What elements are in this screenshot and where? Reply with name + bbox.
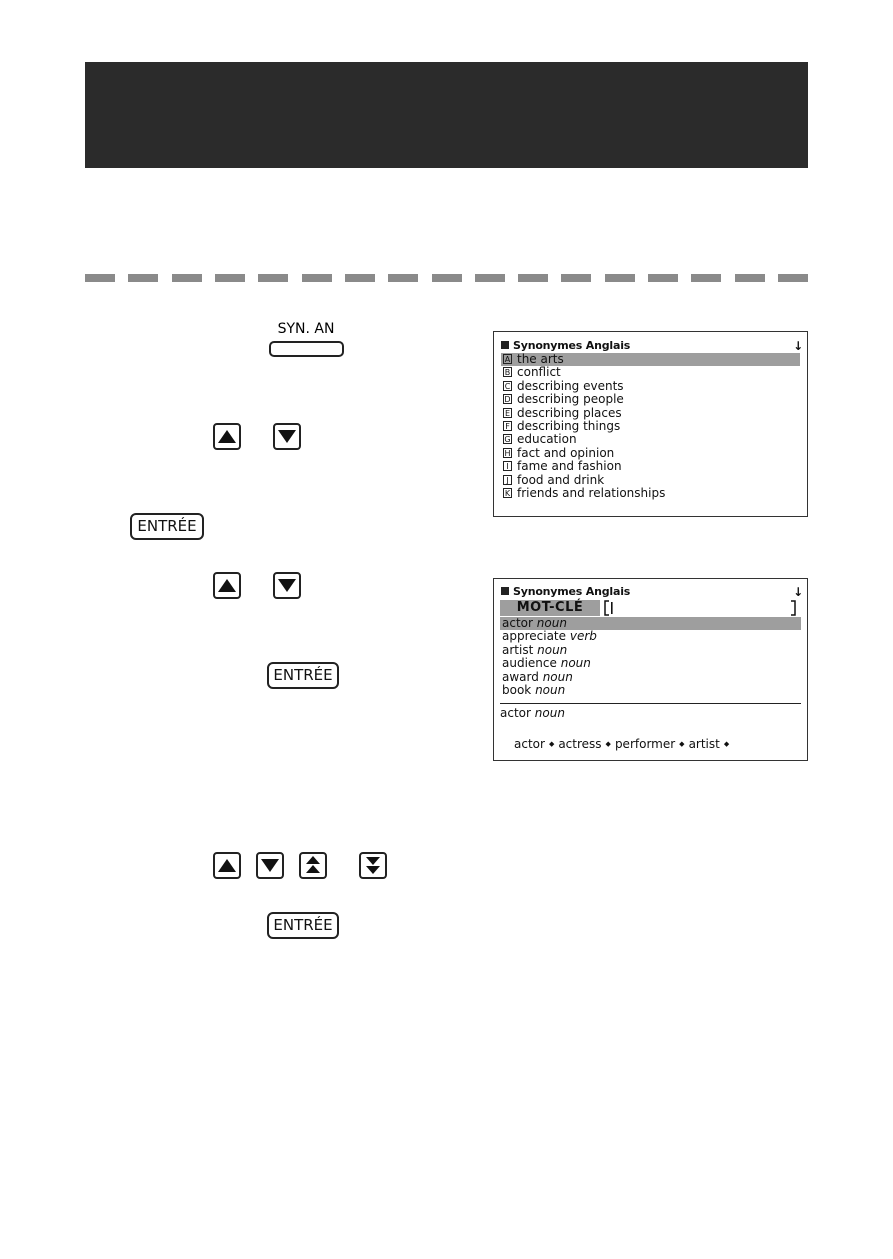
divider-line: [500, 703, 801, 704]
letter-box: J: [503, 475, 512, 485]
word-pos: noun: [536, 616, 567, 630]
category-item[interactable]: [501, 474, 800, 487]
category-item[interactable]: [501, 420, 800, 433]
dashed-divider: [85, 274, 808, 282]
screen-title: [494, 339, 807, 353]
diamond-separator-icon: ◆: [723, 739, 730, 748]
up-triangle-icon: [215, 854, 239, 877]
scroll-down-icon: ↓: [793, 339, 803, 353]
synonym-word: performer: [614, 736, 676, 751]
category-item[interactable]: [501, 366, 800, 379]
category-label: describing events: [517, 378, 624, 393]
letter-box: F: [503, 421, 512, 431]
diamond-separator-icon: ◆: [548, 739, 555, 748]
word-item[interactable]: [500, 671, 801, 684]
dash-segment: [518, 274, 548, 282]
dash-segment: [432, 274, 462, 282]
category-label: describing people: [517, 392, 624, 407]
synonym-word: actress: [558, 736, 602, 751]
word-item[interactable]: [500, 630, 801, 643]
scroll-down-icon: ↓: [793, 585, 803, 599]
word-item[interactable]: [500, 657, 801, 670]
letter-box: H: [504, 448, 511, 458]
double-down-triangle-icon: [361, 854, 385, 877]
word-text: audience: [502, 656, 557, 671]
lcd-screen-keyword: [493, 578, 808, 761]
category-list: [501, 353, 800, 500]
dash-segment: [128, 274, 158, 282]
word-text: artist: [502, 642, 534, 657]
up-triangle-icon: [215, 425, 239, 448]
letter-box: B: [504, 368, 511, 378]
category-label: conflict: [517, 365, 561, 380]
word-pos: noun: [560, 656, 591, 671]
letter-box: A: [504, 355, 511, 364]
category-item[interactable]: [501, 380, 800, 393]
double-up-triangle-icon: [301, 854, 325, 877]
preview-word: actor: [500, 706, 531, 721]
up-arrow-key[interactable]: [213, 572, 241, 599]
word-item[interactable]: [500, 684, 801, 697]
entree-key[interactable]: ENTRÉE: [267, 662, 339, 689]
letter-box: D: [504, 395, 511, 405]
up-arrow-key[interactable]: [213, 423, 241, 450]
dash-segment: [258, 274, 288, 282]
category-item[interactable]: [501, 353, 800, 366]
letter-box: I: [503, 461, 512, 471]
word-text: appreciate: [502, 629, 567, 644]
synonym-word: artist: [688, 736, 720, 751]
letter-box: E: [504, 408, 511, 418]
entree-key[interactable]: ENTRÉE: [267, 912, 339, 939]
letter-box: C: [504, 381, 511, 391]
lcd-screen-categories: [493, 331, 808, 517]
word-pos: noun: [537, 642, 568, 657]
word-text: book: [502, 682, 532, 697]
category-label: describing places: [517, 405, 622, 420]
word-pos: verb: [569, 629, 597, 644]
word-item[interactable]: [500, 617, 801, 630]
category-item[interactable]: [501, 487, 800, 500]
diamond-separator-icon: ◆: [679, 739, 685, 748]
dash-segment: [691, 274, 721, 282]
preview-entry: [494, 707, 807, 720]
down-triangle-icon: [258, 854, 282, 877]
dash-segment: [605, 274, 635, 282]
down-arrow-key[interactable]: [273, 572, 301, 599]
down-arrow-key[interactable]: [273, 423, 301, 450]
dash-segment: [735, 274, 765, 282]
category-label: describing things: [517, 418, 621, 433]
page-down-key[interactable]: [359, 852, 387, 879]
category-label: education: [517, 432, 577, 447]
word-text: actor: [502, 616, 533, 630]
category-item[interactable]: [501, 407, 800, 420]
keyword-row: [494, 599, 807, 617]
syn-an-key-label: SYN. AN: [277, 321, 335, 337]
category-item[interactable]: [501, 447, 800, 460]
word-pos: noun: [542, 669, 573, 684]
up-triangle-icon: [215, 574, 239, 597]
square-bullet-icon: [501, 587, 509, 595]
category-label: the arts: [517, 352, 564, 366]
dash-segment: [172, 274, 202, 282]
dash-segment: [648, 274, 678, 282]
synonym-word: actor: [514, 736, 545, 751]
square-bullet-icon: [501, 341, 509, 349]
keyword-input[interactable]: [604, 600, 800, 616]
down-triangle-icon: [275, 425, 299, 448]
category-item[interactable]: [501, 433, 800, 446]
word-text: award: [502, 669, 539, 684]
word-item[interactable]: [500, 644, 801, 657]
keyword-label: MOT-CLÉ: [500, 600, 600, 616]
category-label: friends and relationships: [517, 485, 666, 500]
dash-segment: [475, 274, 505, 282]
diamond-separator-icon: ◆: [605, 739, 611, 748]
dash-segment: [215, 274, 245, 282]
category-label: fact and opinion: [517, 445, 615, 460]
letter-box: G: [504, 435, 511, 445]
screen-title-text: Synonymes Anglais: [513, 585, 631, 598]
dash-segment: [778, 274, 808, 282]
category-item[interactable]: [501, 393, 800, 406]
down-arrow-key[interactable]: [256, 852, 284, 879]
synonym-chain: [494, 737, 807, 751]
word-list: [500, 617, 801, 697]
entree-key[interactable]: ENTRÉE: [130, 513, 204, 540]
dash-segment: [388, 274, 418, 282]
syn-an-key[interactable]: [269, 341, 344, 357]
dash-segment: [345, 274, 375, 282]
page-up-key[interactable]: [299, 852, 327, 879]
letter-box: K: [504, 488, 511, 498]
down-triangle-icon: [275, 574, 299, 597]
screen-title-text: Synonymes Anglais: [513, 339, 631, 352]
preview-pos: noun: [534, 706, 565, 721]
dash-segment: [85, 274, 115, 282]
up-arrow-key[interactable]: [213, 852, 241, 879]
keyword-brackets: [604, 600, 800, 616]
header-bar: [85, 62, 808, 168]
category-label: food and drink: [517, 472, 605, 487]
dash-segment: [561, 274, 591, 282]
dash-segment: [302, 274, 332, 282]
category-item[interactable]: [501, 460, 800, 473]
word-pos: noun: [535, 682, 566, 697]
category-label: fame and fashion: [517, 459, 622, 474]
screen-title: [494, 585, 807, 599]
